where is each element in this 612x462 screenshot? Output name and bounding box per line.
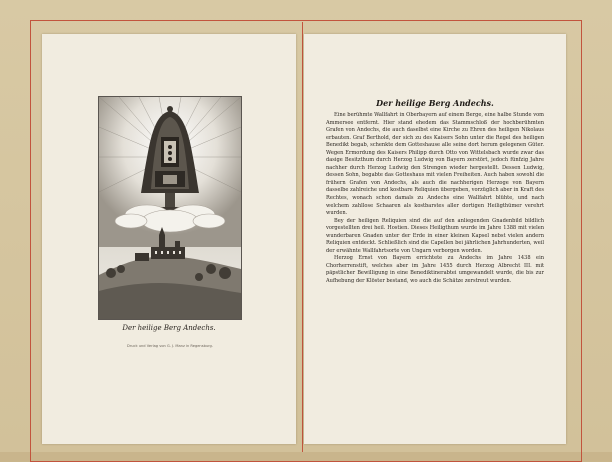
engraving-illustration <box>98 96 242 320</box>
article-paragraph: Eine berühmte Wallfahrt in Oberbayern auf einem Berge, eine halbe Stunde vom Ammersee entfernt. Hier stand ehedem das Stammschloß der hochberühmten Grafen von Andechs, die auch daselbst eine Kirche zu Ehren des heiligen Nikolaus erbauten. Graf Berthold, der sich zu des Kaisers Sohn unter die Regel des heiligen Benedikt begab, schenkte dem Gotteshause alle seine dort herum gelegenen Güter. Wegen Ermordung des Kaisers Philipp durch Otto von Wittelsbach wurde zwar das dasige Besitzthum durch Herzog Ludwig von Bayern zerstört, jedoch fünfzig Jahre nachher durch Herzog Ludwig den Strengen wieder hergestellt. Dessen Ludwig, dessen Sohn, begabte das Gotteshaus mit vielen Freiheiten. Auch haben sowohl die frühern Grafen von Andechs, als auch die nachherigen Herzoge von Bayern dasselbe zahlreiche und kostbare Reliquien übergeben, vorzüglich aber in Kraft des Rechtes, wonach schon damals zu Andechs eine Wallfahrt blühte, und nach welchem zahllose Schaaren als kostbarstes aller dortigen Heiligthümer verehrt wurden. <box>326 112 544 217</box>
inner-red-border <box>302 22 303 452</box>
publisher-imprint: Druck und Verlag von G. J. Manz in Regensburg. <box>127 344 213 348</box>
article-title: Der heilige Berg Andechs. <box>376 98 494 108</box>
article-paragraph: Bey der heiligen Reliquien sind die auf den anliegenden Gnadenbild bildlich vorgestellten drei heil. Hostien. Dieses Heiligthum wurde im Jahre 1388 mit vielen wunderbaren Gnaden unter der Erde in einer kleinen Kapsel nebst vielen andern Reliquien entdeckt. Schließlich sind die Capellen bei jährlichen Jahrhunderten, weil der erwähnte Wallfahrtsorte von Ungarn verborgen worden. <box>326 217 544 254</box>
engraving-caption: Der heilige Berg Andechs. <box>122 324 216 332</box>
article-paragraph: Herzog Ernst von Bayern errichtete zu Andechs im Jahre 1438 ein Chorherrenstift, welches aber im Jahre 1455 durch Herzog Albrecht III. mit päpstlicher Bewilligung in eine Benediktinerabtei umgewandelt wurde, die bis zur Aufhebung der Klöster bestand, wo auch die Schätze zerstreut wurden. <box>326 255 544 285</box>
article-body <box>326 112 544 332</box>
